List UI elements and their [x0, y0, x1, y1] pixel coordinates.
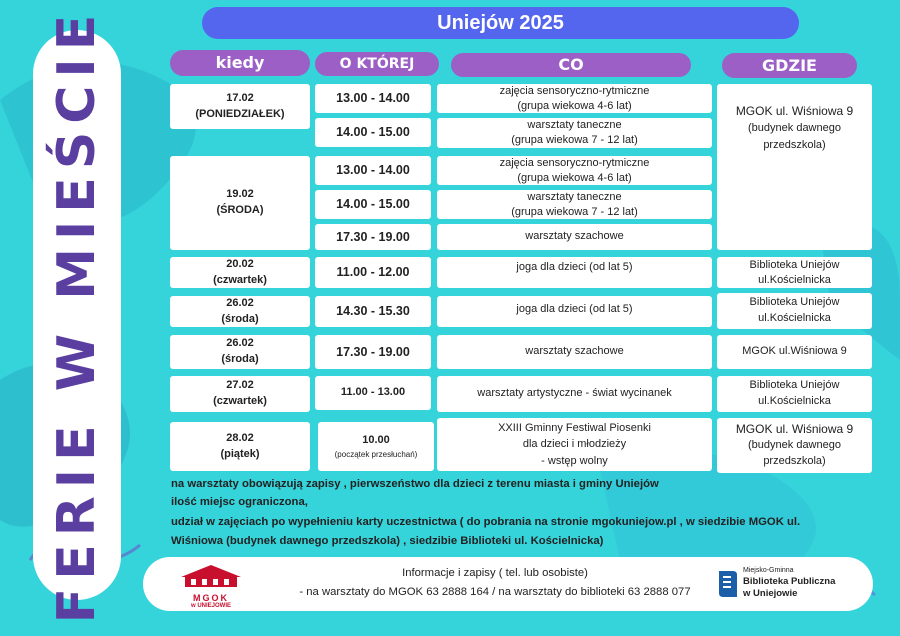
- date-cell: [170, 156, 310, 250]
- time-cell: 11.00 - 12.00: [315, 257, 431, 288]
- location-cell: [717, 257, 872, 288]
- day-text: (piątek): [220, 447, 260, 460]
- activity-cell: joga dla dzieci (od lat 5): [437, 296, 712, 327]
- location-text: Biblioteka Uniejów: [749, 258, 840, 271]
- mgok-logo: [175, 563, 247, 607]
- activity-cell: [437, 190, 712, 219]
- header-gdzie: GDZIE: [722, 53, 857, 78]
- side-banner: [33, 6, 121, 624]
- time-cell: 11.00 - 13.00: [315, 376, 431, 410]
- location-cell: [717, 293, 872, 329]
- date-text: 19.02: [226, 188, 254, 201]
- date-cell: [170, 376, 310, 412]
- library-logo-line3: w Uniejowie: [743, 588, 798, 599]
- location-text: ul.Kościelnicka: [758, 273, 831, 286]
- location-text: (budynek dawnego: [748, 122, 841, 134]
- activity-cell: [437, 418, 712, 471]
- activity-text: zajęcia sensoryczno-rytmiczne: [499, 84, 650, 97]
- location-cell: [717, 418, 872, 473]
- activity-text: dla dzieci i młodzieży: [522, 438, 627, 451]
- location-text: ul.Kościelnicka: [758, 312, 831, 324]
- date-text: 17.02: [226, 91, 254, 104]
- date-cell: [170, 84, 310, 129]
- time-subtext: (początek przesłuchań): [334, 449, 418, 459]
- location-cell: [717, 376, 872, 412]
- activity-cell: warsztaty szachowe: [437, 224, 712, 250]
- time-cell: 17.30 - 19.00: [315, 335, 431, 369]
- time-text: 10.00: [362, 433, 390, 446]
- activity-cell: [437, 156, 712, 185]
- location-text: Biblioteka Uniejów: [749, 296, 840, 309]
- activity-subtext: (grupa wiekowa 7 - 12 lat): [511, 134, 638, 146]
- library-logo: [715, 567, 865, 603]
- location-text: (budynek dawnego: [748, 439, 841, 452]
- date-text: 26.02: [226, 296, 254, 309]
- library-logo-line2: Biblioteka Publiczna: [743, 576, 836, 587]
- header-kiedy: kiedy: [170, 50, 310, 76]
- activity-cell: warsztaty artystyczne - świat wycinanek: [437, 376, 712, 412]
- date-cell: [170, 422, 310, 471]
- day-text: (czwartek): [213, 273, 267, 286]
- activity-subtext: (grupa wiekowa 7 - 12 lat): [511, 205, 638, 218]
- date-text: 20.02: [226, 257, 254, 270]
- time-cell: 13.00 - 14.00: [315, 84, 431, 113]
- date-text: 26.02: [226, 337, 254, 350]
- location-cell: [717, 84, 872, 250]
- footer-bar: [143, 557, 873, 611]
- activity-subtext: (grupa wiekowa 4-6 lat): [517, 171, 632, 184]
- location-text: przedszkola): [763, 455, 826, 468]
- time-cell: 14.00 - 15.00: [315, 118, 431, 147]
- note-line: na warsztaty obowiązują zapisy , pierwszeństwo dla dzieci z terenu miasta i gminy Uniejów: [171, 478, 659, 490]
- activity-cell: [437, 118, 712, 148]
- library-logo-line1: Miejsko-Gminna: [743, 567, 794, 574]
- day-text: (środa): [221, 353, 259, 365]
- location-text: Biblioteka Uniejów: [749, 379, 840, 392]
- activity-subtext: (grupa wiekowa 4-6 lat): [517, 99, 632, 112]
- day-text: (PONIEDZIAŁEK): [195, 107, 285, 120]
- mgok-logo-subtext: w UNIEJOWIE: [190, 603, 231, 609]
- house-icon: [175, 563, 247, 589]
- location-cell: MGOK ul.Wiśniowa 9: [717, 335, 872, 369]
- activity-cell: [437, 84, 712, 113]
- time-cell: 14.00 - 15.00: [315, 190, 431, 219]
- time-cell: [318, 422, 434, 471]
- location-text: MGOK ul. Wiśniowa 9: [735, 421, 854, 436]
- page-title: Uniejów 2025: [202, 7, 799, 39]
- note-line: udział w zajęciach po wypełnieniu karty uczestnictwa ( do pobrania na stronie mgokuniejow.pl , w siedzibie MGOK ul.: [171, 516, 801, 528]
- note-line: ilość miejsc ograniczona,: [171, 496, 308, 508]
- time-cell: 13.00 - 14.00: [315, 156, 431, 185]
- activity-text: warsztaty taneczne: [527, 190, 622, 203]
- time-cell: 17.30 - 19.00: [315, 224, 431, 250]
- time-cell: 14.30 - 15.30: [315, 296, 431, 327]
- side-banner-text: FERIE W MIEŚCIE: [47, 6, 107, 624]
- location-text: przedszkola): [763, 138, 826, 151]
- day-text: (czwartek): [213, 395, 267, 407]
- date-text: 27.02: [226, 379, 254, 392]
- book-icon: [715, 569, 739, 599]
- activity-text: warsztaty taneczne: [527, 119, 622, 132]
- footer-info-title: Informacje i zapisy ( tel. lub osobiste): [402, 567, 588, 579]
- mgok-logo-text: MGOK: [193, 593, 229, 603]
- location-text: MGOK ul. Wiśniowa 9: [735, 104, 854, 118]
- day-text: (ŚRODA): [216, 204, 264, 216]
- footer-info-contacts: - na warsztaty do MGOK 63 2888 164 / na warsztaty do biblioteki 63 2888 077: [299, 586, 691, 598]
- location-text: ul.Kościelnicka: [758, 395, 831, 407]
- date-cell: [170, 257, 310, 288]
- activity-text: zajęcia sensoryczno-rytmiczne: [499, 156, 650, 169]
- activity-cell: warsztaty szachowe: [437, 335, 712, 369]
- date-cell: [170, 296, 310, 327]
- activity-text: - wstęp wolny: [541, 454, 608, 467]
- day-text: (środa): [221, 312, 259, 325]
- activity-text: XXIII Gminny Festiwal Piosenki: [498, 421, 651, 434]
- note-line: Wiśniowa (budynek dawnego przedszkola) , siedzibie Biblioteki ul. Kościelnicka): [171, 535, 604, 547]
- date-cell: [170, 335, 310, 369]
- header-co: CO: [451, 53, 691, 77]
- date-text: 28.02: [226, 431, 254, 444]
- header-o-ktorej: O KTÓREJ: [315, 52, 439, 76]
- activity-cell: joga dla dzieci (od lat 5): [437, 257, 712, 288]
